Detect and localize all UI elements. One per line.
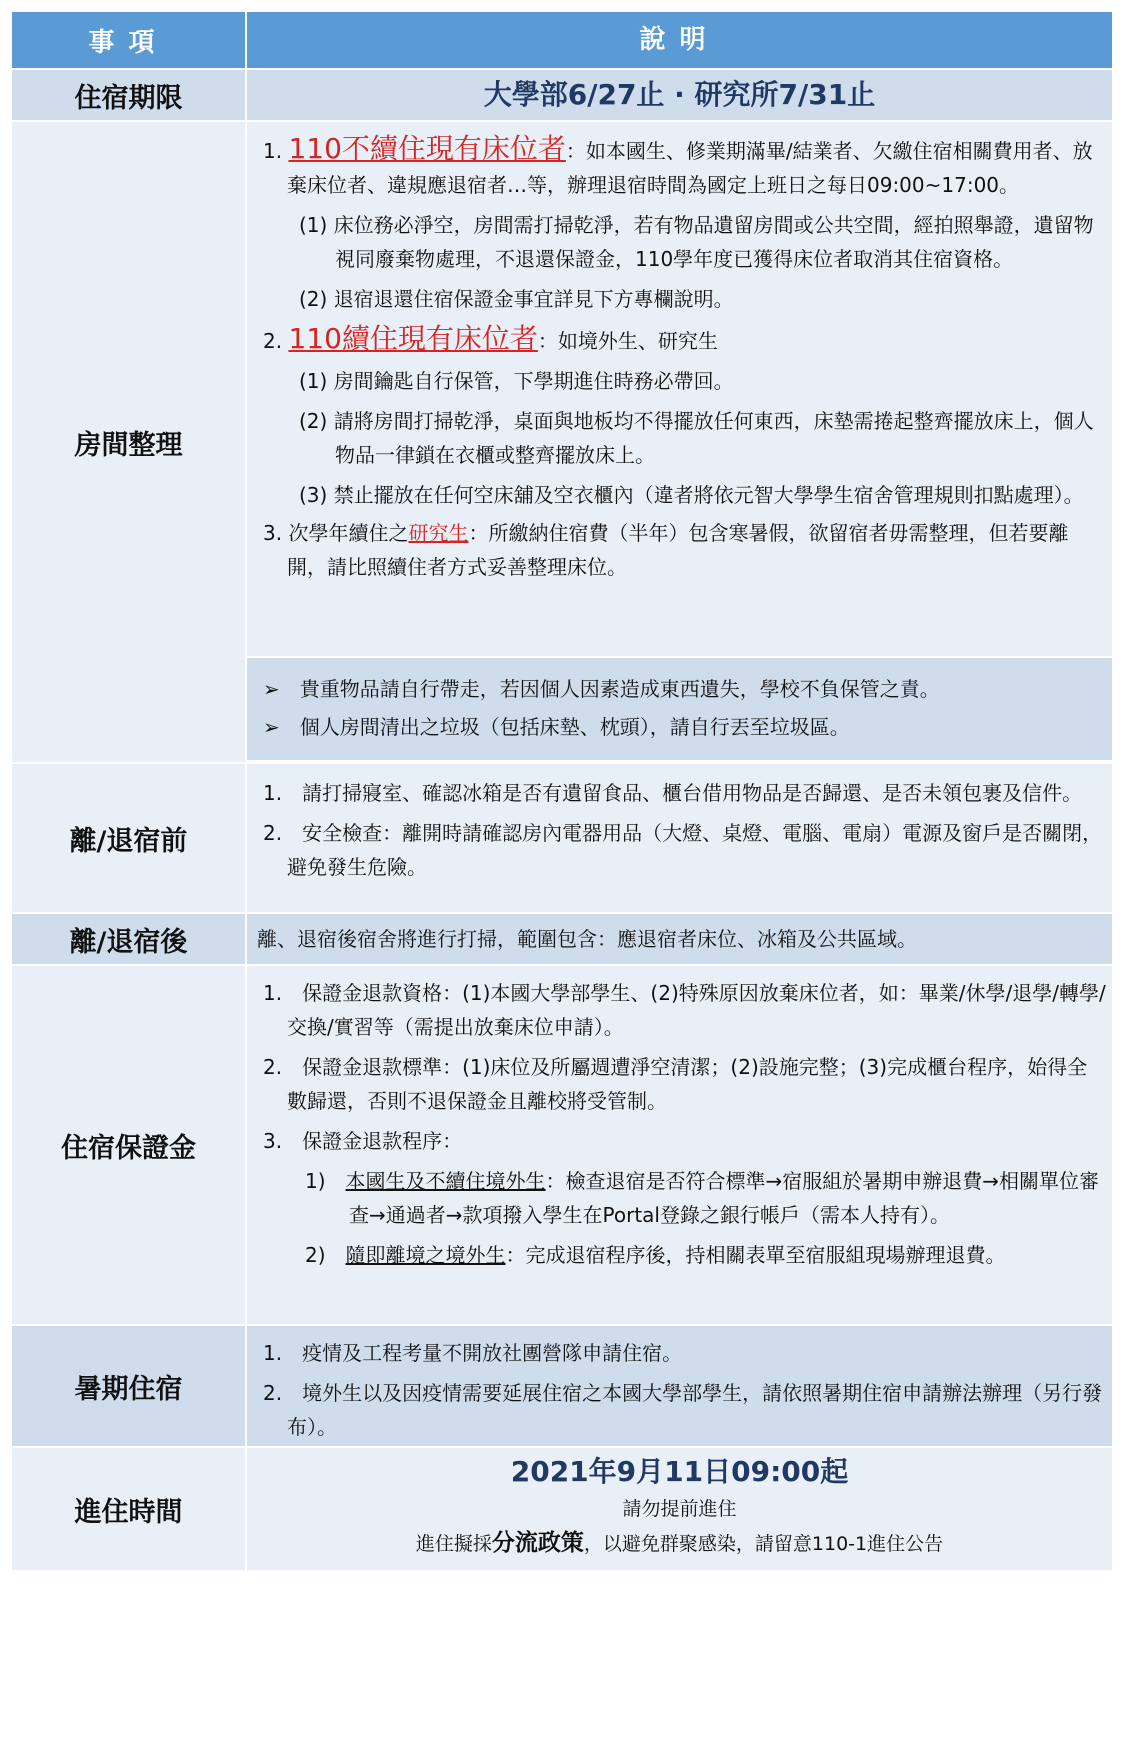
movein-date: 2021年9月11日09:00起: [510, 1455, 849, 1488]
room-main: [247, 122, 1112, 656]
deposit-sub-2: 2) 隨即離境之境外生：完成退宿程序後，持相關表單至宿服組現場辦理退費。: [305, 1243, 1006, 1267]
before-label: 離/退宿前: [12, 764, 247, 912]
movein-line-2: 請勿提前進住: [622, 1498, 737, 1520]
room-label: 房間整理: [12, 122, 247, 762]
period-label: 住宿期限: [12, 70, 247, 120]
table-header: [12, 12, 1112, 70]
row-period: [12, 70, 1112, 122]
deposit-item-1: 1. 保證金退款資格：(1)本國大學部學生、(2)特殊原因放棄床位者，如：畢業/休學/退學/轉學/交換/實習等（需提出放棄床位申請）。: [263, 981, 1106, 1039]
room-item-3: 3. 次學年續住之研究生：所繳納住宿費（半年）包含寒暑假，欲留宿者毋需整理，但若要離開，請比照續住者方式妥善整理床位。: [263, 521, 1069, 579]
after-label: 離/退宿後: [12, 914, 247, 964]
summer-label: 暑期住宿: [12, 1326, 247, 1446]
room-item-2-sub-1: (1) 房間鑰匙自行保管，下學期進住時務必帶回。: [299, 369, 734, 393]
summer-item-1: 1. 疫情及工程考量不開放社團營隊申請住宿。: [263, 1341, 683, 1365]
header-item: 事項: [12, 12, 247, 68]
row-after: [12, 914, 1112, 966]
deposit-item-3: 3. 保證金退款程序：: [263, 1129, 463, 1153]
row-room: [12, 122, 1112, 764]
summer-item-2: 2. 境外生以及因疫情需要延展住宿之本國大學部學生，請依照暑期住宿申請辦法辦理（另行發布）。: [263, 1381, 1103, 1439]
room-note-2: ➢ 個人房間清出之垃圾（包括床墊、枕頭），請自行丟至垃圾區。: [263, 715, 850, 739]
row-deposit: [12, 966, 1112, 1326]
arrow-bullet-icon: ➢: [263, 715, 280, 739]
deposit-sub-1: 1) 本國生及不續住境外生：檢查退宿是否符合標準→宿服組於暑期申辦退費→相關單位審查→通過者→款項撥入學生在Portal登錄之銀行帳戶（需本人持有）。: [305, 1169, 1100, 1227]
room-note-1: ➢ 貴重物品請自行帶走，若因個人因素造成東西遺失，學校不負保管之責。: [263, 677, 940, 701]
arrow-bullet-icon: ➢: [263, 677, 280, 701]
after-text: 離、退宿後宿舍將進行打掃，範圍包含：應退宿者床位、冰箱及公共區域。: [257, 927, 917, 951]
deposit-item-2: 2. 保證金退款標準：(1)床位及所屬週遭淨空清潔；(2)設施完整；(3)完成櫃台程序，始得全數歸還，否則不退保證金且離校將受管制。: [263, 1055, 1088, 1113]
row-summer: [12, 1326, 1112, 1448]
room-item-1-sub-2: (2) 退宿退還住宿保證金事宜詳見下方專欄說明。: [299, 287, 734, 311]
period-text: 大學部6/27止 · 研究所7/31止: [483, 78, 876, 111]
before-item-2: 2. 安全檢查：離開時請確認房內電器用品（大燈、桌燈、電腦、電扇）電源及窗戶是否關閉，避免發生危險。: [263, 821, 1103, 879]
room-item-1: 1. 110不續住現有床位者：如本國生、修業期滿畢/結業者、欠繳住宿相關費用者、放棄床位者、違規應退宿者…等，辦理退宿時間為國定上班日之每日09:00~17:00。: [263, 132, 1093, 197]
movein-line-3: 進住擬採分流政策，以避免群聚感染，請留意110-1進住公告: [415, 1530, 944, 1556]
header-description: 說明: [247, 12, 1112, 68]
room-item-2: 2. 110續住現有床位者：如境外生、研究生: [263, 322, 718, 355]
room-notes: [247, 656, 1112, 760]
room-item-2-sub-3: (3) 禁止擺放在任何空床舖及空衣櫃內（違者將依元智大學學生宿舍管理規則扣點處理）。: [299, 483, 1084, 507]
dorm-info-table: [12, 12, 1112, 1570]
movein-label: 進住時間: [12, 1448, 247, 1570]
room-item-1-sub-1: (1) 床位務必淨空，房間需打掃乾淨，若有物品遺留房間或公共空間，經拍照舉證，遺留物視同廢棄物處理，不退還保證金，110學年度已獲得床位者取消其住宿資格。: [299, 213, 1094, 271]
deposit-label: 住宿保證金: [12, 966, 247, 1324]
before-item-1: 1. 請打掃寢室、確認冰箱是否有遺留食品、櫃台借用物品是否歸還、是否未領包裹及信件。: [263, 781, 1083, 805]
row-movein: [12, 1448, 1112, 1570]
room-item-2-sub-2: (2) 請將房間打掃乾淨，桌面與地板均不得擺放任何東西，床墊需捲起整齊擺放床上，個人物品一律鎖在衣櫃或整齊擺放床上。: [299, 409, 1094, 467]
row-before: [12, 764, 1112, 914]
